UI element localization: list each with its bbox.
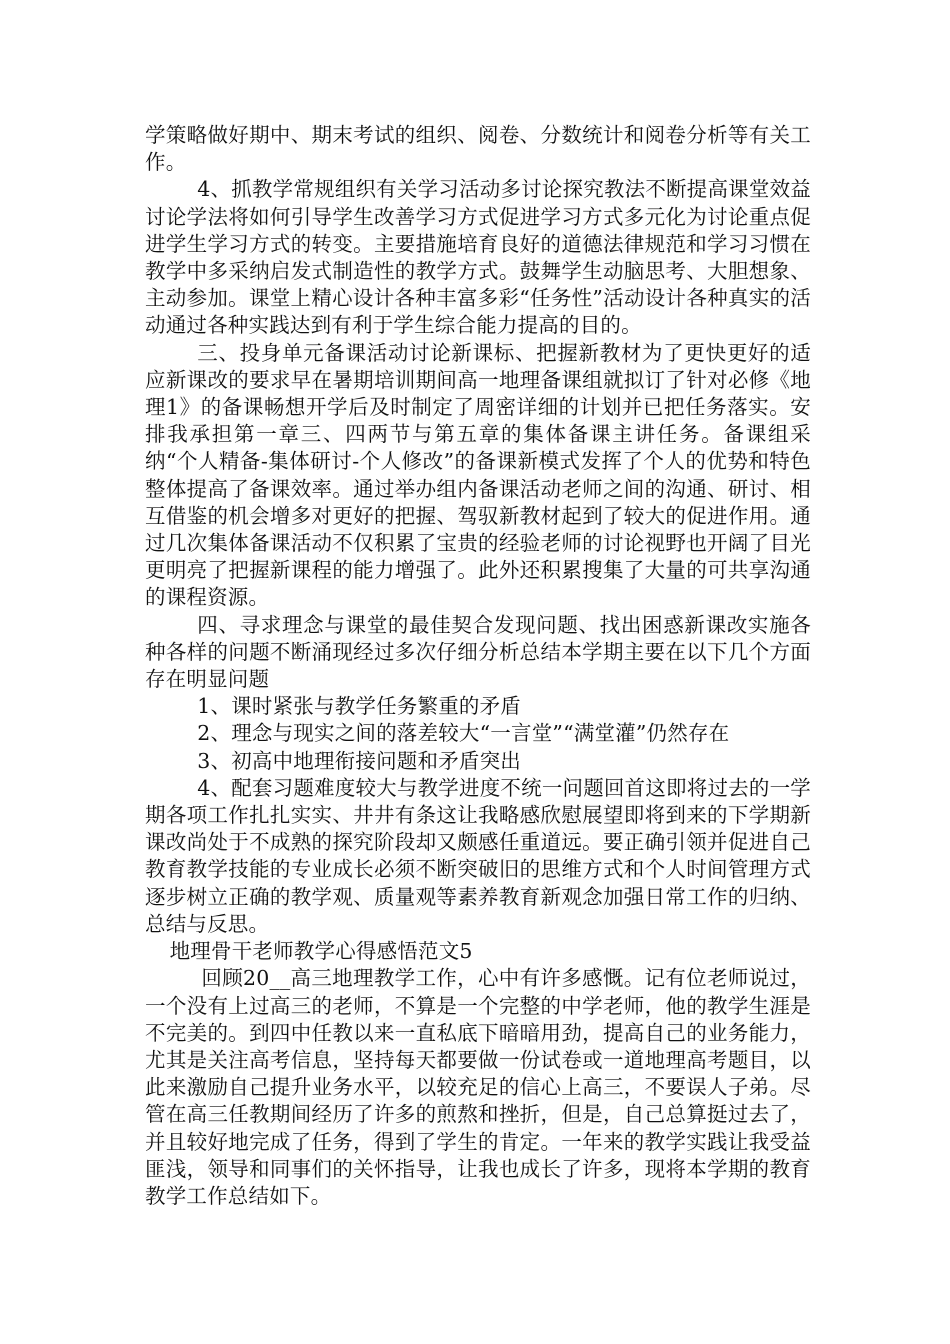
document-page bbox=[145, 122, 811, 1210]
paragraph-review: 回顾20__高三地理教学工作，心中有许多感慨。记有位老师说过，一个没有上过高三的老师，不算是一个完整的中学老师，他的教学生涯是不完美的。到四中任教以来一直私底下暗暗用劲，提高自己的业务能力，尤其是关注高考信息，坚持每天都要做一份试卷或一道地理高考题目，以此来激励自己提升业务水平，以较充足的信心上高三，不要误人子弟。尽管在高三任教期间经历了许多的煎熬和挫折，但是，自己总算挺过去了，并且较好地完成了任务，得到了学生的肯定。一年来的教学实践让我受益匪浅，领导和同事们的关怀指导，让我也成长了许多，现将本学期的教育教学工作总结如下。 bbox=[145, 966, 811, 1208]
list-item-4: 4、配套习题难度较大与教学进度不统一问题回首这即将过去的一学期各项工作扎扎实实、井井有条这让我略感欣慰展望即将到来的下学期新课改尚处于不成熟的探究阶段却又颇感任重道远。要正确引领并促进自己教育教学技能的专业成长必须不断突破旧的思维方式和个人时间管理方式逐步树立正确的教学观、质量观等素养教育新观念加强日常工作的归纳、总结与反思。 bbox=[145, 775, 811, 936]
paragraph-item-4: 4、抓教学常规组织有关学习活动多讨论探究教法不断提高课堂效益讨论学法将如何引导学生改善学习方式促进学习方式多元化为讨论重点促进学生学习方式的转变。主要措施培育良好的道德法律规范和学习习惯在教学中多采纳启发式制造性的教学方式。鼓舞学生动脑思考、大胆想象、主动参加。课堂上精心设计各种丰富多彩“任务性”活动设计各种真实的活动通过各种实践达到有利于学生综合能力提高的目的。 bbox=[145, 177, 811, 338]
list-item-3: 3、初高中地理衔接问题和矛盾突出 bbox=[197, 748, 522, 773]
paragraph-section-4: 四、寻求理念与课堂的最佳契合发现问题、找出困惑新课改实施各种各样的问题不断涌现经过多次仔细分析总结本学期主要在以下几个方面存在明显问题 bbox=[145, 612, 811, 692]
list-item-2: 2、理念与现实之间的落差较大“一言堂”“满堂灌”仍然存在 bbox=[197, 721, 730, 746]
paragraph-continuation: 学策略做好期中、期末考试的组织、阅卷、分数统计和阅卷分析等有关工作。 bbox=[145, 123, 811, 175]
list-item-1: 1、课时紧张与教学任务繁重的矛盾 bbox=[197, 694, 522, 719]
paragraph-section-3: 三、投身单元备课活动讨论新课标、把握新教材为了更快更好的适应新课改的要求早在暑期培训期间高一地理备课组就拟订了针对必修《地理1》的备课畅想开学后及时制定了周密详细的计划并已把任务落实。安排我承担第一章三、四两节与第五章的集体备课主讲任务。备课组采纳“个人精备-集体研讨-个人修改”的备课新模式发挥了个人的优势和特色整体提高了备课效率。通过举办组内备课活动老师之间的沟通、研讨、相互借鉴的机会增多对更好的把握、驾驭新教材起到了较大的促进作用。通过几次集体备课活动不仅积累了宝贵的经验老师的讨论视野也开阔了目光更明亮了把握新课程的能力增强了。此外还积累搜集了大量的可共享沟通的课程资源。 bbox=[145, 340, 811, 610]
section-title: 地理骨干老师教学心得感悟范文5 bbox=[169, 939, 473, 964]
